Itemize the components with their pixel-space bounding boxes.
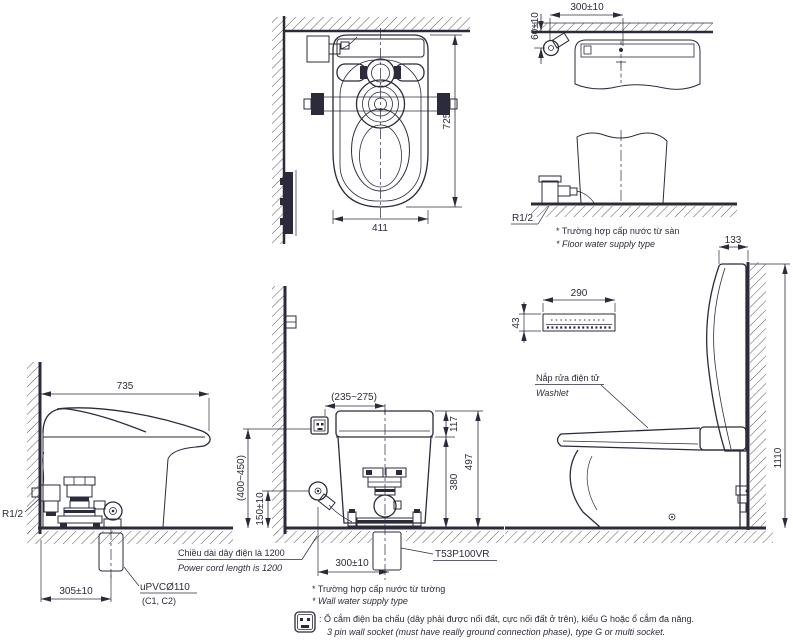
footnote-en: 3 pin wall socket (must have really ground connection phase), type G or multi socket. — [327, 627, 666, 637]
thread-size-label: R1/2 — [512, 213, 534, 224]
washlet-label — [535, 373, 648, 428]
dim-label: 1110 — [773, 447, 784, 469]
dim-label: 497 — [464, 453, 475, 471]
power-socket — [311, 417, 328, 434]
wall-floor-hatch — [272, 286, 504, 543]
right-side-view — [505, 235, 790, 543]
dim-label: 133 — [724, 235, 742, 246]
toilet-partial-front — [577, 130, 667, 203]
footnote — [295, 612, 694, 637]
remote-control-view — [511, 288, 615, 343]
floor-supply-note-vi: * Trường hợp cấp nước từ sàn — [556, 226, 680, 236]
floor-supply-valve — [539, 176, 594, 203]
wall-supply-note-en: * Wall water supply type — [312, 596, 408, 606]
open-lid — [707, 264, 746, 451]
dim-height-43 — [511, 302, 541, 343]
dim-label: 117 — [449, 416, 460, 432]
dim-label: (400~450) — [236, 455, 247, 501]
seat-profile — [558, 428, 741, 450]
drain-pipe-type: uPVCØ110 — [140, 582, 190, 593]
dim-label: 300±10 — [335, 558, 369, 569]
wall-supply-note-vi: * Trường hợp cấp nước từ tường — [312, 584, 446, 594]
toilet-side-profile — [43, 408, 210, 527]
flush-valve-assembly — [58, 477, 102, 528]
dim-label: 380 — [449, 473, 460, 491]
wall-hatch — [272, 16, 470, 244]
toilet-partial-plan — [575, 40, 700, 89]
dim-heights — [435, 411, 483, 528]
dim-lid-133 — [719, 235, 748, 264]
dim-label: 735 — [116, 381, 134, 392]
dim-label: 290 — [570, 288, 588, 299]
flush-valve-assembly — [348, 468, 421, 526]
rear-view — [177, 286, 504, 606]
dim-label: 411 — [372, 223, 388, 234]
dim-label: 725 — [442, 112, 453, 130]
power-cord-vi: Chiều dài dây điện là 1200 — [178, 548, 285, 558]
dim-label: 305±10 — [59, 586, 93, 597]
wall-hatch — [532, 23, 713, 32]
dim-depth-725 — [406, 35, 462, 207]
floor-hatch — [531, 204, 737, 217]
power-cord-en: Power cord length is 1200 — [178, 563, 283, 573]
drain-pipe-codes: (C1, C2) — [142, 596, 177, 606]
power-socket-icon — [295, 612, 315, 632]
dim-label: 43 — [511, 317, 522, 329]
floor-water-supply-view — [511, 2, 737, 249]
footnote-vi: : Ổ cắm điện ba chấu (dây phải được nối đất, cực nối đất ở trên), kiểu G hoặc ổ cắm đa năng. — [319, 614, 695, 624]
top-plan-view — [272, 16, 470, 244]
dim-socket-offset — [325, 392, 385, 416]
dim-label: 150±10 — [255, 492, 266, 526]
floor-supply-note-en: * Floor water supply type — [556, 239, 656, 249]
bowl-profile — [570, 450, 740, 528]
dim-label: 300±10 — [570, 2, 604, 13]
water-supply-valve — [309, 482, 352, 522]
toilet-rear-outline — [336, 411, 433, 523]
dim-label: (235~275) — [331, 392, 377, 403]
washlet-label-en: Washlet — [536, 388, 569, 398]
drain-model-label: T53P100VR — [435, 549, 490, 560]
dim-height-60 — [530, 12, 545, 64]
wall-floor-hatch — [505, 262, 773, 543]
washlet-label-vi: Nắp rửa điện tử — [536, 373, 600, 383]
thread-size-label: R1/2 — [2, 509, 24, 520]
water-supply-valve — [544, 33, 569, 56]
toilet-plan-outline — [333, 35, 428, 207]
dim-label: 60±10 — [530, 12, 541, 40]
